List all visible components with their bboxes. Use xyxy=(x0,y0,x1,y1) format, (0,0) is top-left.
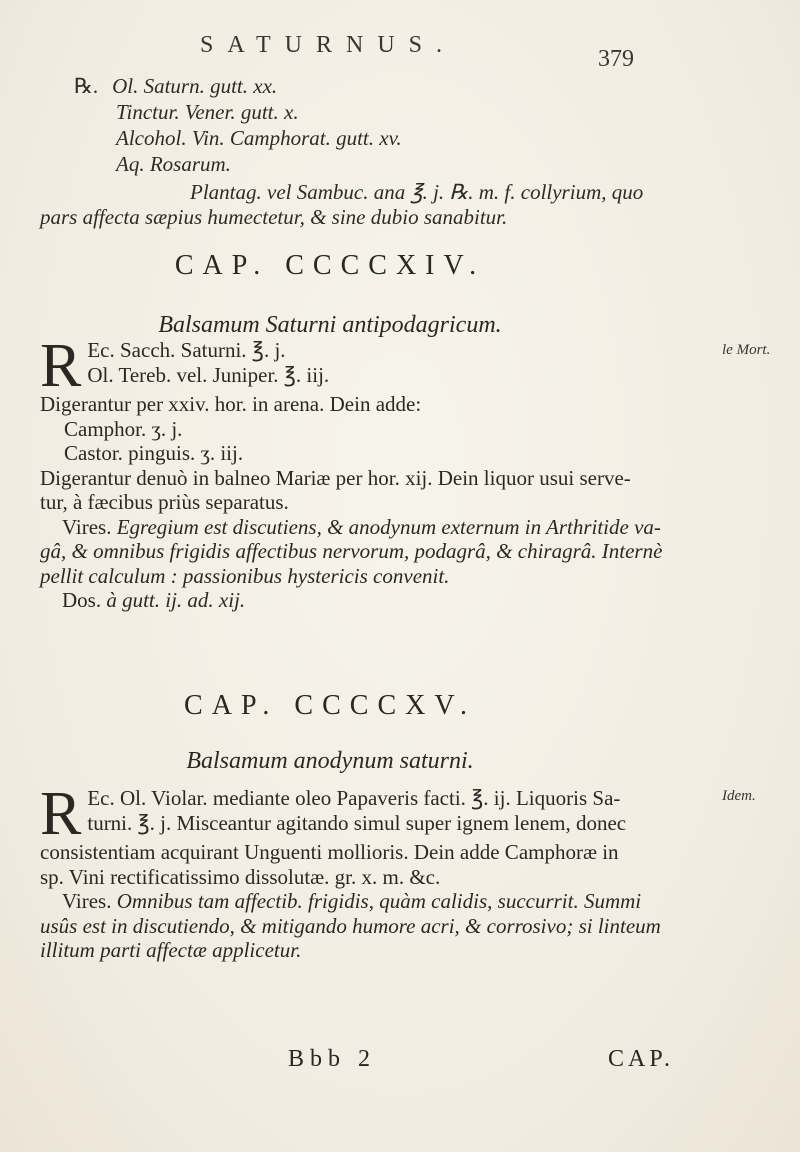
recipe-line: sp. Vini rectificatissimo dissolutæ. gr. x. m. &c. xyxy=(40,864,441,889)
vires-text: pellit calculum : passionibus hystericis convenit. xyxy=(40,563,450,588)
vires-text: Egregium est discutiens, & anodynum externum in Arthritide va- xyxy=(116,514,661,539)
recipe-line: Ol. Tereb. vel. Juniper. ℥. iij. xyxy=(87,362,330,387)
margin-note-idem: Idem. xyxy=(722,788,756,804)
dose-text: à gutt. ij. ad. xij. xyxy=(106,588,246,612)
running-head: SATURNUS. xyxy=(200,32,457,58)
recipe-line: turni. ℥. j. Misceantur agitando simul super ignem lenem, donec xyxy=(87,810,627,835)
dropcap-letter: R xyxy=(40,332,82,400)
rx-text-1: Ol. Saturn. gutt. xx. xyxy=(112,74,278,98)
signature-mark: Bbb 2 xyxy=(288,1046,377,1072)
rx-line-2: Tinctur. Vener. gutt. x. xyxy=(116,100,299,124)
vires-label: Vires. xyxy=(62,514,112,539)
vires-paragraph xyxy=(40,889,662,914)
recipe-line: Ec. Sacch. Saturni. ℥. j. xyxy=(87,338,286,362)
rx-line-4: Aq. Rosarum. xyxy=(116,152,231,176)
recipe-line: Digerantur denuò in balneo Mariæ per hor. xij. Dein liquor usui serve- xyxy=(40,465,631,490)
chapter-title-1: Balsamum Saturni antipodagricum. xyxy=(158,312,502,338)
chapter-title-2: Balsamum anodynum saturni. xyxy=(186,748,474,774)
vires-label: Vires. xyxy=(62,889,112,913)
vires-text: illitum parti affectæ applicetur. xyxy=(40,938,302,962)
rx-line-1 xyxy=(74,74,277,99)
vires-text: usûs est in discutiendo, & mitigando humore acri, & corrosivo; si linteum xyxy=(40,913,661,938)
recipe-symbol: ℞. xyxy=(74,74,99,98)
margin-note-author: le Mort. xyxy=(722,342,771,358)
catchword: CAP. xyxy=(608,1046,675,1072)
rx-line-6: pars affecta sæpius humectetur, & sine dubio sanabitur. xyxy=(40,205,508,229)
recipe-line: Digerantur per xxiv. hor. in arena. Dein adde: xyxy=(40,392,422,416)
vires-text: Omnibus tam affectib. frigidis, quàm calidis, succurrit. Summi xyxy=(116,889,642,913)
vires-paragraph xyxy=(40,515,662,540)
recipe-line: Camphor. ʒ. j. xyxy=(64,416,183,441)
recipe-line: tur, à fæcibus priùs separatus. xyxy=(40,490,289,514)
page-number: 379 xyxy=(598,46,634,72)
recipe-line: Castor. pinguis. ʒ. iij. xyxy=(64,441,244,465)
recipe-line: Ec. Ol. Violar. mediante oleo Papaveris facti. ℥. ij. Liquoris Sa- xyxy=(87,786,621,810)
chapter-heading-1: CAP. CCCCXIV. xyxy=(174,250,486,281)
dropcap-letter: R xyxy=(40,780,82,848)
chapter-heading-2: CAP. CCCCXV. xyxy=(184,690,476,721)
rx-line-3: Alcohol. Vin. Camphorat. gutt. xv. xyxy=(116,126,402,150)
recipe-line: consistentiam acquirant Unguenti mollioris. Dein adde Camphoræ in xyxy=(40,840,619,864)
dose-line xyxy=(40,588,662,613)
recipe-body-1 xyxy=(40,332,663,613)
rx-line-5: Plantag. vel Sambuc. ana ℥. j. ℞. m. f. collyrium, quo xyxy=(190,180,644,204)
dose-label: Dos. xyxy=(62,588,102,612)
recipe-body-2 xyxy=(40,780,662,963)
vires-text: gâ, & omnibus frigidis affectibus nervorum, podagrâ, & chiragrâ. Internè xyxy=(40,539,663,563)
